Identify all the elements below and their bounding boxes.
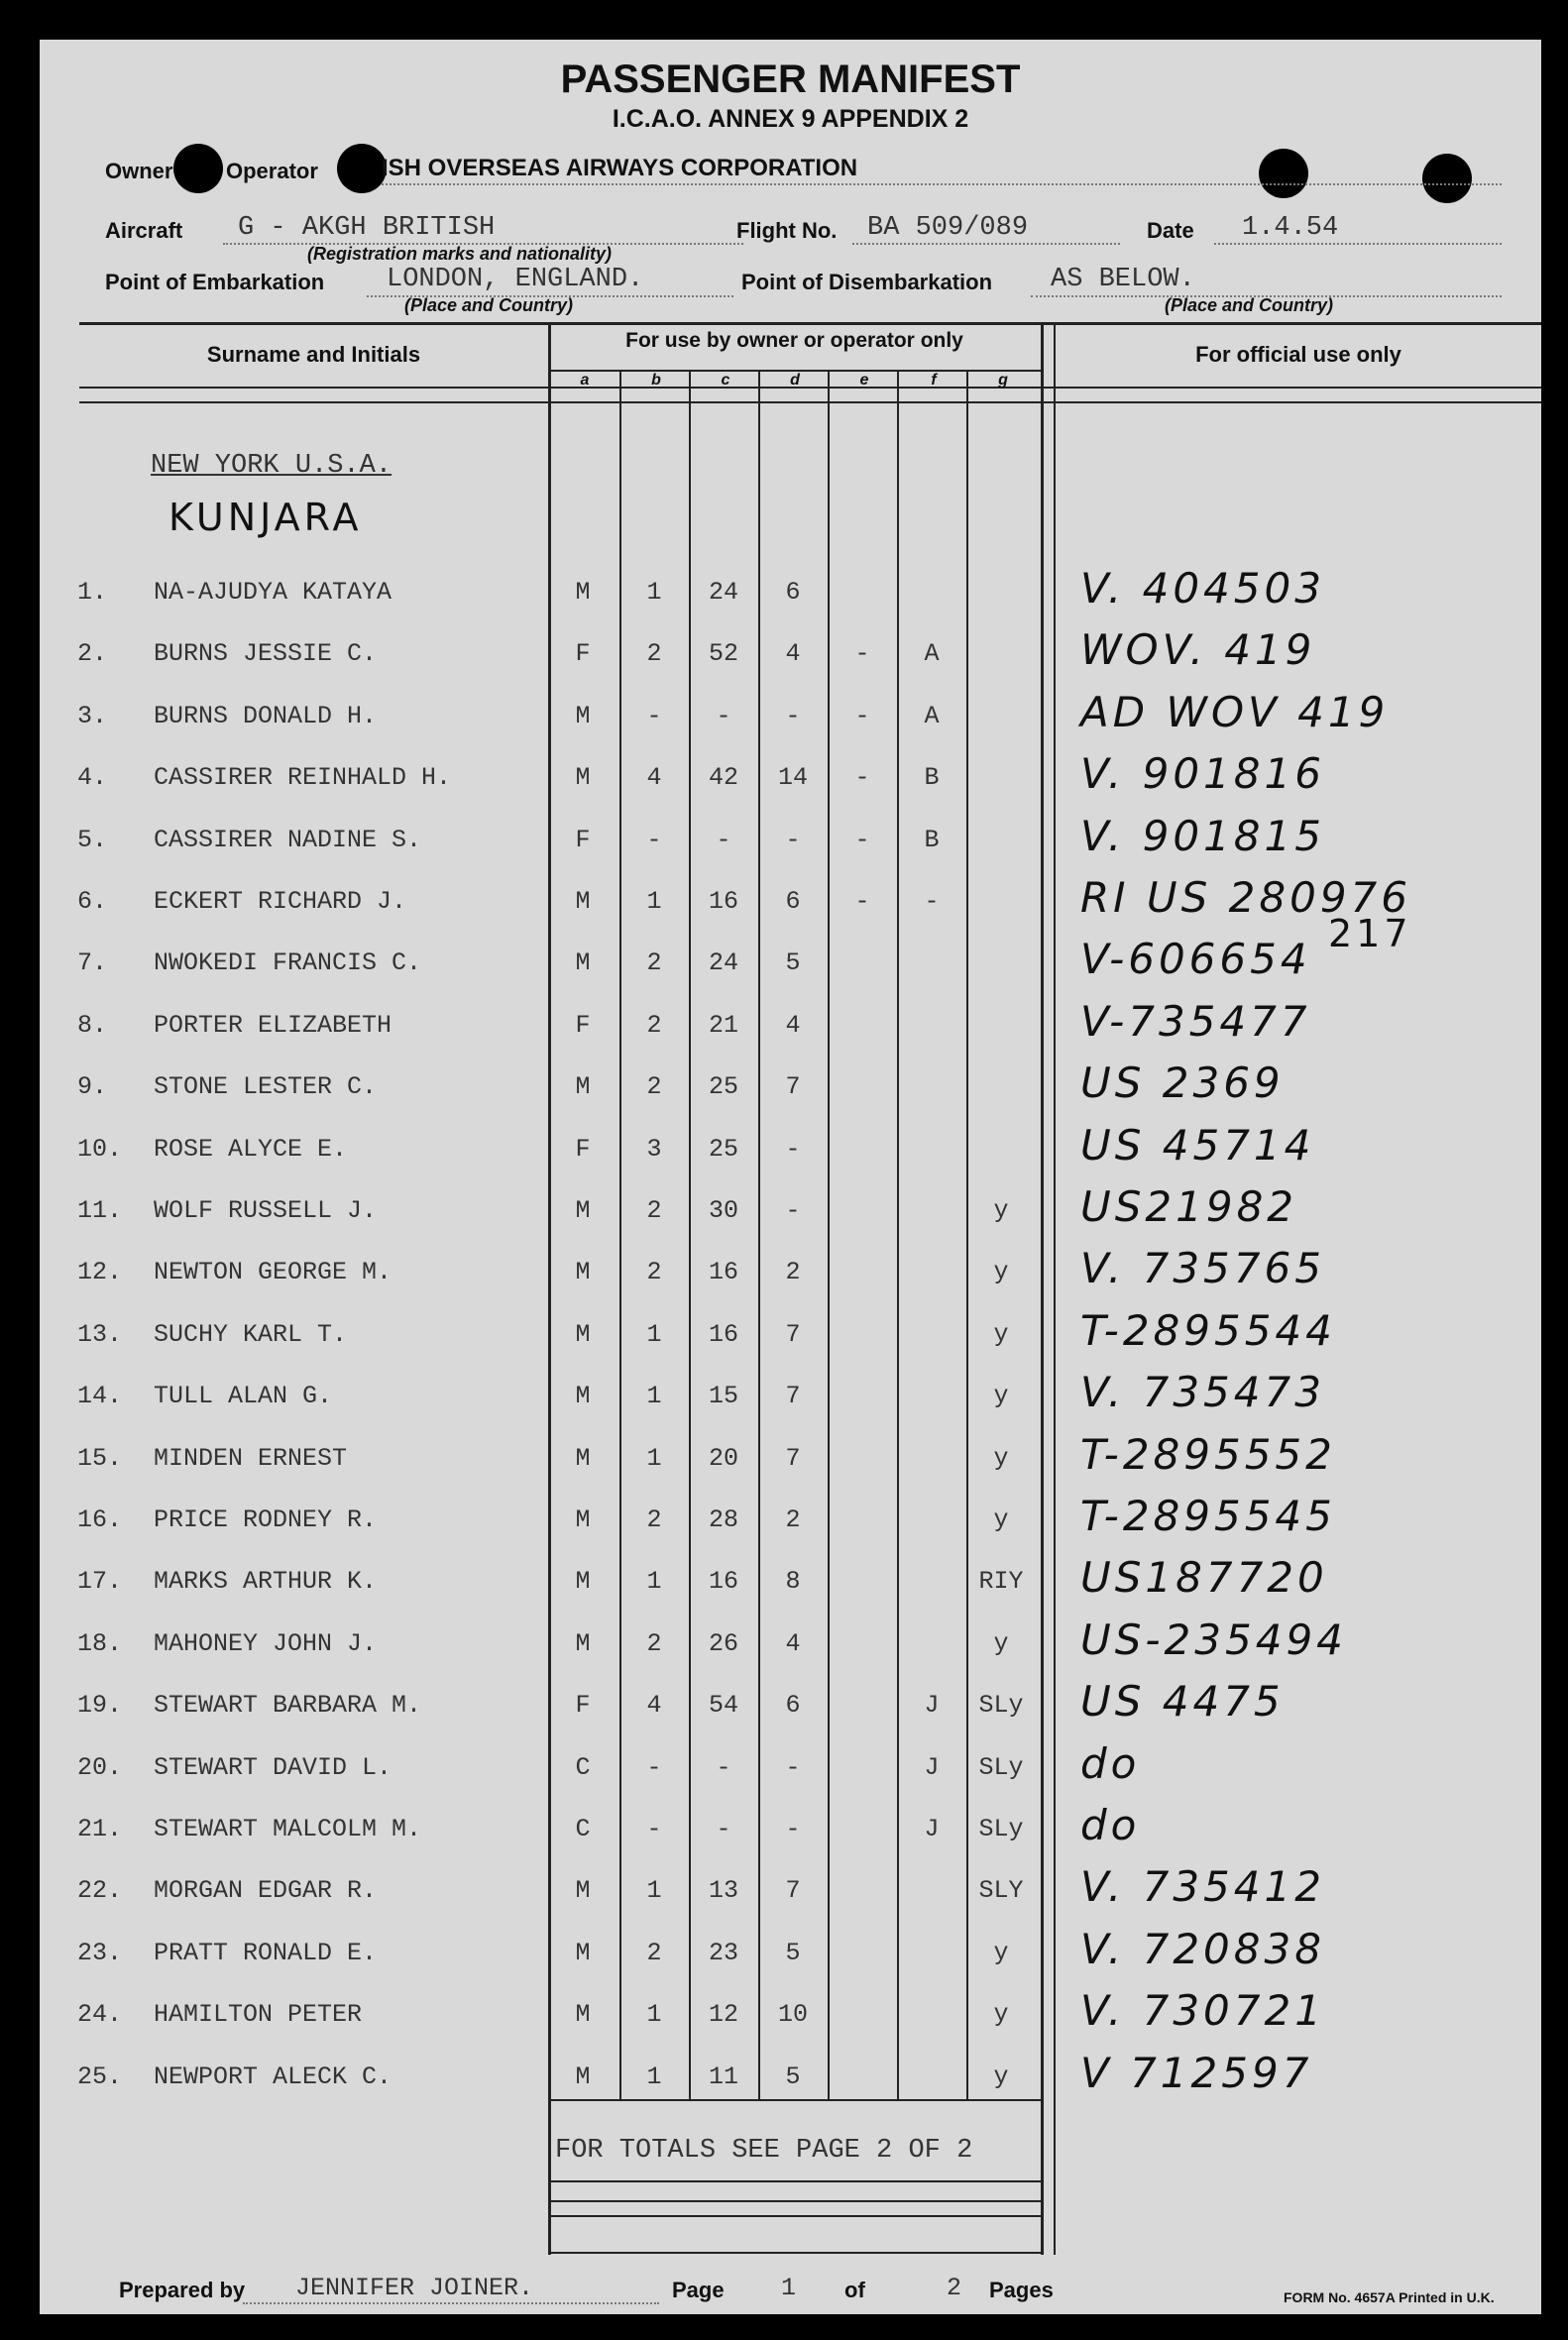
cell-c: 11 (708, 2062, 738, 2091)
cell-a: F (575, 639, 591, 668)
cell-b: 2 (646, 948, 662, 977)
official-entry: US 4475 (1080, 1677, 1285, 1726)
cell-d: 2 (785, 1505, 801, 1534)
handwritten-name: KUNJARA (168, 496, 363, 539)
passenger-name: BURNS DONALD H. (154, 702, 378, 730)
passenger-name: TULL ALAN G. (154, 1382, 333, 1410)
cell-a: M (575, 2062, 591, 2091)
disembark-value: AS BELOW. (1051, 265, 1195, 294)
cell-d: 7 (785, 1876, 801, 1905)
cell-g: RIY (978, 1567, 1024, 1596)
sub-column-header: f (931, 372, 937, 389)
cell-b: 1 (646, 1382, 662, 1410)
cell-d: 7 (785, 1444, 801, 1473)
page-subtitle: I.C.A.O. ANNEX 9 APPENDIX 2 (612, 105, 969, 133)
side-note: 217 (1328, 912, 1412, 955)
cell-a: M (575, 1939, 591, 1967)
cell-a: C (575, 1753, 591, 1782)
cell-d: - (785, 1135, 801, 1164)
passenger-name: NEWTON GEORGE M. (154, 1258, 392, 1286)
cell-a: M (575, 948, 591, 977)
cell-d: - (785, 826, 801, 854)
form-number: FORM No. 4657A Printed in U.K. (1284, 2289, 1495, 2305)
cell-f: J (924, 1815, 940, 1843)
cell-b: 2 (646, 1011, 662, 1040)
cell-d: 5 (785, 1939, 801, 1967)
destination-heading: NEW YORK U.S.A. (151, 451, 392, 481)
cell-b: 2 (646, 1629, 662, 1658)
of-value: 2 (947, 2274, 962, 2302)
cell-c: 30 (708, 1196, 738, 1225)
official-entry: RI US 280976 (1080, 873, 1412, 922)
prepared-value: JENNIFER JOINER. (295, 2274, 534, 2302)
official-entry: T-2895545 (1080, 1492, 1336, 1540)
official-entry: V 712597 (1080, 2049, 1313, 2097)
passenger-name: BURNS JESSIE C. (154, 639, 378, 668)
cell-c: 23 (708, 1939, 738, 1967)
cell-a: M (575, 1320, 591, 1349)
passenger-name: CASSIRER NADINE S. (154, 826, 422, 854)
passenger-name: ECKERT RICHARD J. (154, 887, 407, 916)
row-number: 24. (77, 2000, 123, 2029)
row-number: 19. (77, 1691, 123, 1720)
cell-b: 2 (646, 1196, 662, 1225)
cell-d: 7 (785, 1320, 801, 1349)
cell-d: 4 (785, 1011, 801, 1040)
cell-a: F (575, 1135, 591, 1164)
row-number: 22. (77, 1876, 123, 1905)
passenger-name: MINDEN ERNEST (154, 1444, 348, 1473)
cell-d: 6 (785, 578, 801, 607)
cell-a: M (575, 1505, 591, 1534)
row-number: 14. (77, 1382, 123, 1410)
manifest-sheet (40, 40, 1541, 2314)
cell-c: 42 (708, 763, 738, 792)
official-entry: T-2895544 (1080, 1306, 1336, 1355)
cell-b: 3 (646, 1135, 662, 1164)
row-number: 6. (77, 887, 108, 916)
cell-b: 1 (646, 2062, 662, 2091)
official-entry: V. 735412 (1080, 1862, 1325, 1911)
cell-f: A (924, 639, 940, 668)
flight-value: BA 509/089 (867, 213, 1029, 243)
punch-hole-icon (1259, 149, 1308, 198)
row-number: 5. (77, 826, 108, 854)
sub-column-header: e (859, 372, 869, 389)
cell-g: y (993, 2000, 1009, 2029)
row-number: 15. (77, 1444, 123, 1473)
cell-b: 1 (646, 887, 662, 916)
cell-a: M (575, 702, 591, 730)
cell-a: M (575, 1629, 591, 1658)
passenger-name: SUCHY KARL T. (154, 1320, 348, 1349)
prepared-label: Prepared by (119, 2278, 246, 2302)
registration-note: (Registration marks and nationality) (307, 244, 613, 264)
passenger-name: CASSIRER REINHALD H. (154, 763, 452, 792)
row-number: 16. (77, 1505, 123, 1534)
cell-d: 6 (785, 887, 801, 916)
cell-c: 21 (708, 1011, 738, 1040)
cell-a: M (575, 887, 591, 916)
row-number: 4. (77, 763, 108, 792)
sub-column-header: c (721, 372, 730, 389)
row-number: 11. (77, 1196, 123, 1225)
row-number: 9. (77, 1072, 108, 1101)
row-number: 17. (77, 1567, 123, 1596)
official-entry: US 45714 (1080, 1121, 1315, 1170)
cell-g: y (993, 1629, 1009, 1658)
official-entry: US187720 (1080, 1553, 1328, 1602)
passenger-name: STEWART BARBARA M. (154, 1691, 422, 1720)
passenger-name: PRATT RONALD E. (154, 1939, 378, 1967)
sub-column-header: g (998, 372, 1008, 389)
disembark-note: (Place and Country) (1165, 295, 1334, 315)
row-number: 1. (77, 578, 108, 607)
cell-c: 16 (708, 1320, 738, 1349)
cell-e: - (854, 639, 870, 668)
official-entry: V. 720838 (1080, 1925, 1325, 1973)
aircraft-label: Aircraft (105, 218, 183, 243)
cell-c: 25 (708, 1072, 738, 1101)
cell-g: y (993, 2062, 1009, 2091)
cell-a: M (575, 1876, 591, 1905)
cell-a: M (575, 1258, 591, 1286)
cell-a: F (575, 1011, 591, 1040)
cell-c: 16 (708, 1567, 738, 1596)
cell-c: 13 (708, 1876, 738, 1905)
cell-c: 16 (708, 1258, 738, 1286)
col-surname-header: Surname and Initials (206, 342, 421, 367)
cell-a: F (575, 1691, 591, 1720)
disembark-label: Point of Disembarkation (741, 270, 993, 294)
cell-b: 2 (646, 1939, 662, 1967)
row-number: 10. (77, 1135, 123, 1164)
official-entry: US 2369 (1080, 1059, 1285, 1107)
official-entry: US21982 (1080, 1182, 1298, 1231)
cell-d: - (785, 702, 801, 730)
cell-a: M (575, 2000, 591, 2029)
sub-column-header: b (651, 372, 661, 389)
cell-b: 2 (646, 639, 662, 668)
page-title: PASSENGER MANIFEST (560, 57, 1021, 101)
cell-d: 2 (785, 1258, 801, 1286)
official-entry: V. 735473 (1080, 1368, 1325, 1416)
official-entry: V. 730721 (1080, 1986, 1325, 2035)
cell-g: y (993, 1444, 1009, 1473)
cell-b: 1 (646, 1320, 662, 1349)
row-number: 13. (77, 1320, 123, 1349)
cell-d: 5 (785, 2062, 801, 2091)
punch-hole-icon (337, 144, 387, 193)
owner-label: Owner (105, 159, 173, 183)
date-value: 1.4.54 (1242, 213, 1339, 243)
passenger-name: MORGAN EDGAR R. (154, 1876, 378, 1905)
cell-a: M (575, 1567, 591, 1596)
cell-f: B (924, 826, 940, 854)
cell-c: 15 (708, 1382, 738, 1410)
col-official-header: For official use only (1195, 342, 1401, 367)
row-number: 20. (77, 1753, 123, 1782)
cell-f: J (924, 1753, 940, 1782)
cell-g: y (993, 1939, 1009, 1967)
row-number: 25. (77, 2062, 123, 2091)
cell-d: 6 (785, 1691, 801, 1720)
cell-c: 12 (708, 2000, 738, 2029)
cell-a: M (575, 763, 591, 792)
cell-b: 2 (646, 1505, 662, 1534)
cell-b: 1 (646, 578, 662, 607)
cell-c: 52 (708, 639, 738, 668)
official-entry: V. 901815 (1080, 812, 1325, 860)
cell-g: SLy (978, 1753, 1024, 1782)
col-operator-header: For use by owner or operator only (625, 329, 963, 352)
cell-b: 2 (646, 1072, 662, 1101)
cell-a: C (575, 1815, 591, 1843)
embark-note: (Place and Country) (404, 295, 574, 315)
cell-g: y (993, 1320, 1009, 1349)
operator-value: ISH OVERSEAS AIRWAYS CORPORATION (382, 155, 858, 181)
official-entry: AD WOV 419 (1080, 688, 1390, 736)
sub-column-header: a (580, 372, 590, 389)
cell-a: M (575, 578, 591, 607)
embark-label: Point of Embarkation (105, 270, 325, 294)
aircraft-value: G - AKGH BRITISH (238, 213, 496, 243)
row-number: 7. (77, 948, 108, 977)
passenger-name: PORTER ELIZABETH (154, 1011, 392, 1040)
cell-b: 1 (646, 2000, 662, 2029)
cell-b: 4 (646, 1691, 662, 1720)
cell-b: - (646, 1753, 662, 1782)
official-entry: V. 735765 (1080, 1244, 1325, 1292)
sub-column-header: d (790, 372, 800, 389)
cell-d: 10 (777, 2000, 808, 2029)
passenger-name: HAMILTON PETER (154, 2000, 363, 2029)
cell-g: SLy (978, 1815, 1024, 1843)
passenger-name: NWOKEDI FRANCIS C. (154, 948, 422, 977)
cell-b: 2 (646, 1258, 662, 1286)
cell-c: 28 (708, 1505, 738, 1534)
row-number: 8. (77, 1011, 108, 1040)
cell-c: 20 (708, 1444, 738, 1473)
cell-b: - (646, 1815, 662, 1843)
cell-a: M (575, 1382, 591, 1410)
flight-label: Flight No. (736, 218, 838, 243)
cell-f: - (924, 887, 940, 916)
passenger-name: STEWART MALCOLM M. (154, 1815, 422, 1843)
passenger-name: NEWPORT ALECK C. (154, 2062, 392, 2091)
official-entry: V-606654 (1080, 935, 1311, 983)
cell-g: y (993, 1258, 1009, 1286)
cell-b: 1 (646, 1444, 662, 1473)
embark-value: LONDON, ENGLAND. (387, 265, 644, 294)
cell-g: y (993, 1382, 1009, 1410)
cell-c: 24 (708, 578, 738, 607)
passenger-name: WOLF RUSSELL J. (154, 1196, 378, 1225)
cell-g: y (993, 1505, 1009, 1534)
cell-c: 16 (708, 887, 738, 916)
cell-g: SLY (978, 1876, 1024, 1905)
cell-e: - (854, 826, 870, 854)
date-label: Date (1147, 218, 1194, 243)
cell-d: 4 (785, 639, 801, 668)
cell-d: 7 (785, 1072, 801, 1101)
official-entry: do (1080, 1801, 1141, 1849)
cell-c: - (716, 826, 731, 854)
cell-a: M (575, 1072, 591, 1101)
punch-hole-icon (1422, 154, 1472, 203)
row-number: 3. (77, 702, 108, 730)
cell-c: 25 (708, 1135, 738, 1164)
cell-b: 4 (646, 763, 662, 792)
operator-label: Operator (226, 159, 318, 183)
cell-a: M (575, 1196, 591, 1225)
official-entry: do (1080, 1739, 1141, 1788)
cell-c: 54 (708, 1691, 738, 1720)
cell-e: - (854, 763, 870, 792)
cell-d: 14 (777, 763, 808, 792)
cell-c: 24 (708, 948, 738, 977)
pages-label: Pages (989, 2278, 1054, 2302)
cell-b: - (646, 826, 662, 854)
row-number: 2. (77, 639, 108, 668)
cell-c: - (716, 1753, 731, 1782)
of-label: of (844, 2278, 865, 2302)
passenger-name: NA-AJUDYA KATAYA (154, 578, 392, 607)
totals-note: FOR TOTALS SEE PAGE 2 OF 2 (555, 2136, 973, 2166)
passenger-name: MAHONEY JOHN J. (154, 1629, 378, 1658)
passenger-name: ROSE ALYCE E. (154, 1135, 348, 1164)
passenger-name: STEWART DAVID L. (154, 1753, 392, 1782)
row-number: 23. (77, 1939, 123, 1967)
cell-d: 8 (785, 1567, 801, 1596)
official-entry: WOV. 419 (1080, 625, 1316, 674)
cell-c: - (716, 1815, 731, 1843)
cell-f: A (924, 702, 940, 730)
cell-g: SLy (978, 1691, 1024, 1720)
cell-d: - (785, 1753, 801, 1782)
official-entry: V. 901816 (1080, 749, 1325, 798)
cell-c: 26 (708, 1629, 738, 1658)
passenger-name: PRICE RODNEY R. (154, 1505, 378, 1534)
cell-a: F (575, 826, 591, 854)
cell-d: 4 (785, 1629, 801, 1658)
cell-e: - (854, 887, 870, 916)
page-label: Page (672, 2278, 725, 2302)
page-value: 1 (781, 2274, 797, 2302)
punch-hole-icon (173, 144, 223, 193)
official-entry: V. 404503 (1080, 564, 1325, 613)
cell-b: 1 (646, 1567, 662, 1596)
cell-b: - (646, 702, 662, 730)
cell-f: B (924, 763, 940, 792)
row-number: 18. (77, 1629, 123, 1658)
cell-e: - (854, 702, 870, 730)
cell-b: 1 (646, 1876, 662, 1905)
cell-a: M (575, 1444, 591, 1473)
row-number: 12. (77, 1258, 123, 1286)
row-number: 21. (77, 1815, 123, 1843)
passenger-name: MARKS ARTHUR K. (154, 1567, 378, 1596)
cell-d: 7 (785, 1382, 801, 1410)
cell-g: y (993, 1196, 1009, 1225)
cell-f: J (924, 1691, 940, 1720)
official-entry: US-235494 (1080, 1616, 1347, 1664)
official-entry: V-735477 (1080, 997, 1311, 1046)
cell-d: - (785, 1815, 801, 1843)
cell-c: - (716, 702, 731, 730)
cell-d: - (785, 1196, 801, 1225)
cell-d: 5 (785, 948, 801, 977)
passenger-name: STONE LESTER C. (154, 1072, 378, 1101)
official-entry: T-2895552 (1080, 1430, 1336, 1479)
